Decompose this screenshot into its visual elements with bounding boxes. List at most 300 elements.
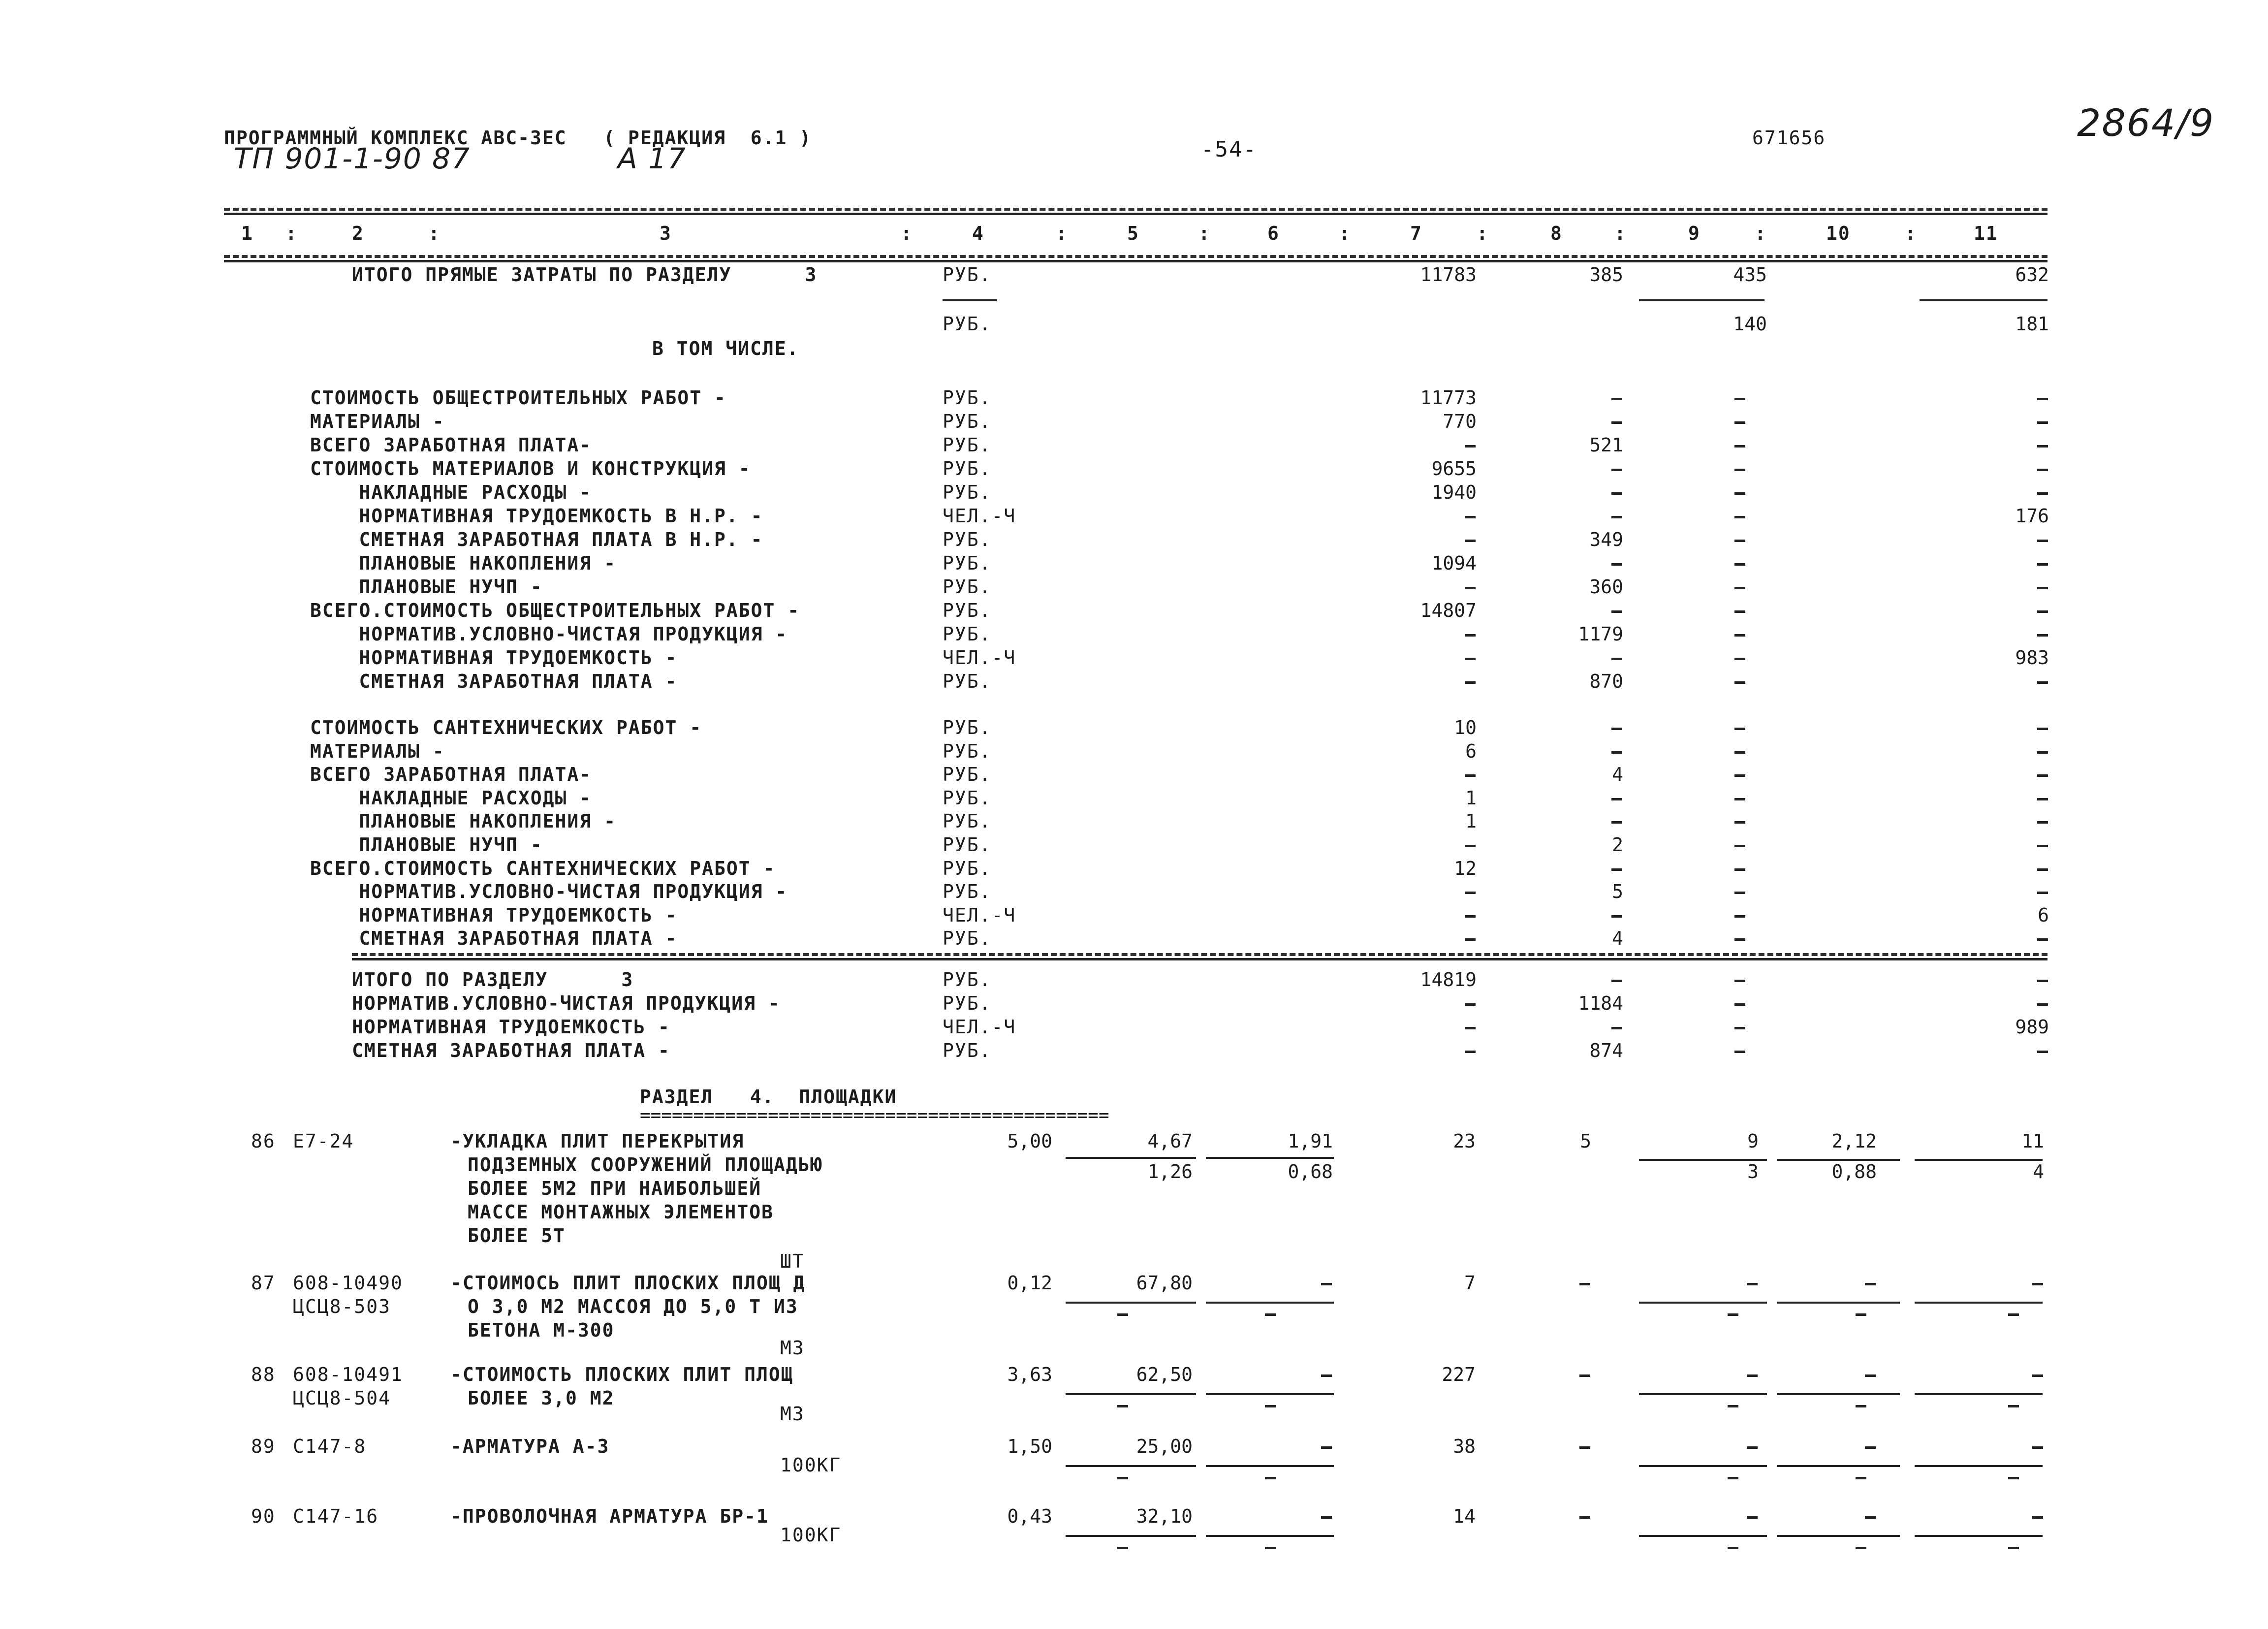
section3-total-top-rule xyxy=(352,953,2048,956)
item-underline xyxy=(1639,1302,1767,1304)
column-header-2: 2 xyxy=(352,223,364,244)
item-c10b: 0,88 xyxy=(1831,1161,1877,1182)
rows_general-unit: РУБ. xyxy=(943,671,992,692)
rows_general-c7 xyxy=(1465,540,1476,542)
column-separator: : xyxy=(1056,223,1068,244)
section3-total-c11: 632 xyxy=(2015,264,2049,286)
rows_general-c11 xyxy=(2037,540,2048,542)
rows_total3-c11 xyxy=(2037,1003,2048,1006)
item-c7: 38 xyxy=(1453,1436,1476,1457)
rows_general-c9 xyxy=(1734,540,1745,542)
item-underline xyxy=(1066,1465,1196,1467)
item-secondary-dash xyxy=(1728,1313,1738,1316)
column-header-9: 9 xyxy=(1688,223,1701,244)
item-c11 xyxy=(2032,1516,2043,1519)
item-c11 xyxy=(2032,1446,2043,1449)
item-c11 xyxy=(2032,1283,2043,1285)
column-header-6: 6 xyxy=(1267,223,1280,244)
rows_general-label: ПЛАНОВЫЕ НАКОПЛЕНИЯ - xyxy=(310,552,616,574)
item-description-line: БОЛЕЕ 5Т xyxy=(468,1225,566,1246)
rows_general-unit: РУБ. xyxy=(943,576,992,598)
item-c4: 0,43 xyxy=(1007,1505,1052,1527)
rows_sanitary-label: ПЛАНОВЫЕ НУЧП - xyxy=(310,834,543,856)
item-secondary-dash xyxy=(1265,1405,1276,1407)
rows_general-c8 xyxy=(1611,469,1622,471)
rows_general-c8 xyxy=(1611,398,1622,400)
rows_sanitary-c8: 4 xyxy=(1612,927,1623,950)
rows_sanitary-unit: РУБ. xyxy=(943,717,992,738)
section3-total-unit: РУБ. xyxy=(943,264,992,286)
item-underline xyxy=(1915,1465,2043,1467)
rows_total3-c8 xyxy=(1611,1027,1622,1029)
album-mark: А 17 xyxy=(618,142,687,175)
rows_general-c9 xyxy=(1734,516,1745,518)
item-secondary-dash xyxy=(2008,1313,2019,1316)
rows_general-c8 xyxy=(1611,610,1622,613)
item-c7: 23 xyxy=(1453,1130,1476,1152)
rows_sanitary-c11 xyxy=(2037,728,2048,730)
rows_general-unit: РУБ. xyxy=(943,387,992,409)
rows_sanitary-c8: 2 xyxy=(1612,834,1623,856)
rows_sanitary-unit: РУБ. xyxy=(943,787,992,809)
including-label: В ТОМ ЧИСЛЕ. xyxy=(652,338,799,359)
rows_general-c11 xyxy=(2037,445,2048,447)
rows_general-c7 xyxy=(1465,516,1476,518)
item-c9b: 3 xyxy=(1747,1161,1759,1182)
rows_sanitary-label: МАТЕРИАЛЫ - xyxy=(310,740,445,762)
rows_general-unit: РУБ. xyxy=(943,623,992,645)
header-bottom-rule xyxy=(224,255,2048,258)
item-underline xyxy=(1639,1535,1767,1537)
rows_sanitary-label: НАКЛАДНЫЕ РАСХОДЫ - xyxy=(310,787,592,809)
rows_sanitary-unit: РУБ. xyxy=(943,810,992,832)
rows_sanitary-unit: РУБ. xyxy=(943,834,992,856)
item-c9 xyxy=(1747,1516,1758,1519)
section4-underline: ============================================ xyxy=(640,1105,1109,1125)
tp-code: ТП 901-1-90 87 xyxy=(234,142,471,175)
rows_sanitary-c11 xyxy=(2037,751,2048,754)
item-c8 xyxy=(1579,1446,1590,1449)
item-c7: 227 xyxy=(1442,1364,1476,1385)
rows_general-label: СМЕТНАЯ ЗАРАБОТНАЯ ПЛАТА - xyxy=(310,671,678,692)
rows_general-c9 xyxy=(1734,610,1745,613)
header-top-rule-2 xyxy=(224,213,2048,215)
rows_sanitary-c7: 10 xyxy=(1454,717,1477,738)
item-unit: ШТ xyxy=(780,1250,805,1272)
rows_sanitary-c9 xyxy=(1734,751,1745,754)
item-c9 xyxy=(1747,1446,1758,1449)
item-underline xyxy=(1206,1393,1334,1395)
item-secondary-dash xyxy=(2008,1547,2019,1549)
column-separator: : xyxy=(1614,223,1627,244)
rows_sanitary-unit: РУБ. xyxy=(943,857,992,879)
section3-total-top-rule-2 xyxy=(352,958,2048,960)
item-underline xyxy=(1777,1535,1900,1537)
item-c8 xyxy=(1579,1516,1590,1519)
rows_general-c8: 349 xyxy=(1589,529,1623,550)
section3-underline-c11 xyxy=(1920,299,2048,301)
rows_sanitary-unit: ЧЕЛ.-Ч xyxy=(943,904,1016,926)
item-c6 xyxy=(1321,1516,1332,1519)
item-description-line: МАССЕ МОНТАЖНЫХ ЭЛЕМЕНТОВ xyxy=(468,1201,774,1223)
rows_general-c11 xyxy=(2037,492,2048,495)
section4-title: РАЗДЕЛ 4. ПЛОЩАДКИ xyxy=(640,1086,897,1108)
rows_general-c7 xyxy=(1465,658,1476,660)
rows_total3-unit: РУБ. xyxy=(943,992,992,1014)
item-c6: 1,91 xyxy=(1288,1130,1333,1152)
rows_sanitary-c7: 12 xyxy=(1454,857,1477,879)
rows_sanitary-c8 xyxy=(1611,751,1622,754)
item-underline xyxy=(1066,1393,1196,1395)
rows_sanitary-label: ВСЕГО.СТОИМОСТЬ САНТЕХНИЧЕСКИХ РАБОТ - xyxy=(310,857,776,879)
rows_sanitary-c9 xyxy=(1734,915,1745,918)
item-c7: 14 xyxy=(1453,1505,1476,1527)
item-code-2: ЦСЦ8-503 xyxy=(293,1296,391,1317)
rows_general-label: ВСЕГО ЗАРАБОТНАЯ ПЛАТА- xyxy=(310,434,592,456)
item-secondary-dash xyxy=(2008,1477,2019,1479)
rows_general-c11 xyxy=(2037,634,2048,637)
item-secondary-dash xyxy=(1728,1547,1738,1549)
rows_sanitary-c7 xyxy=(1465,915,1476,918)
item-c4: 0,12 xyxy=(1007,1272,1052,1294)
rows_general-unit: РУБ. xyxy=(943,552,992,574)
rows_general-c11 xyxy=(2037,469,2048,471)
column-separator: : xyxy=(428,223,441,244)
item-c5: 62,50 xyxy=(1136,1364,1193,1385)
item-underline xyxy=(1066,1535,1196,1537)
rows_sanitary-c7: 1 xyxy=(1465,787,1477,809)
item-secondary-dash xyxy=(1117,1405,1128,1407)
rows_sanitary-c9 xyxy=(1734,892,1745,894)
rows_general-unit: ЧЕЛ.-Ч xyxy=(943,505,1016,527)
item-code-2: ЦСЦ8-504 xyxy=(293,1387,391,1409)
rows_sanitary-label: СТОИМОСТЬ САНТЕХНИЧЕСКИХ РАБОТ - xyxy=(310,717,702,738)
rows_general-c11 xyxy=(2037,421,2048,424)
item-secondary-dash xyxy=(1265,1547,1276,1549)
item-c9 xyxy=(1747,1283,1758,1285)
rows_general-unit: РУБ. xyxy=(943,529,992,550)
item-secondary-dash xyxy=(1117,1477,1128,1479)
rows_sanitary-c11: 6 xyxy=(2038,904,2049,926)
rows_sanitary-c9 xyxy=(1734,868,1745,871)
rows_general-label: СТОИМОСТЬ МАТЕРИАЛОВ И КОНСТРУКЦИЯ - xyxy=(310,458,751,479)
item-number: 87 xyxy=(251,1272,276,1294)
rows_general-label: НОРМАТИВ.УСЛОВНО-ЧИСТАЯ ПРОДУКЦИЯ - xyxy=(310,623,788,645)
item-secondary-dash xyxy=(1856,1477,1866,1479)
rows_sanitary-unit: РУБ. xyxy=(943,764,992,786)
item-description-line: БОЛЕЕ 3,0 М2 xyxy=(468,1387,615,1409)
rows_general-label: ВСЕГО.СТОИМОСТЬ ОБЩЕСТРОИТЕЛЬНЫХ РАБОТ - xyxy=(310,600,800,621)
item-c8: 5 xyxy=(1580,1130,1591,1152)
item-secondary-dash xyxy=(1117,1547,1128,1549)
rows_general-c11 xyxy=(2037,610,2048,613)
header-bottom-rule-2 xyxy=(224,260,2048,262)
rows_sanitary-c9 xyxy=(1734,728,1745,730)
rows_general-c11: 983 xyxy=(2015,647,2049,669)
rows_general-unit: ЧЕЛ.-Ч xyxy=(943,647,1016,669)
rows_total3-c11: 989 xyxy=(2015,1016,2049,1038)
item-secondary-dash xyxy=(1856,1547,1866,1549)
rows_total3-c7 xyxy=(1465,1027,1476,1029)
rows_general-c11: 176 xyxy=(2015,505,2049,527)
rows_general-c7 xyxy=(1465,634,1476,637)
rows_sanitary-c9 xyxy=(1734,938,1745,941)
rows_general-c7: 770 xyxy=(1443,411,1477,432)
rows_general-c8: 1179 xyxy=(1578,623,1623,645)
rows_general-c9 xyxy=(1734,492,1745,495)
rows_total3-label: СМЕТНАЯ ЗАРАБОТНАЯ ПЛАТА - xyxy=(352,1040,670,1061)
rows_general-unit: РУБ. xyxy=(943,411,992,432)
section3-total-unit-2: РУБ. xyxy=(943,313,992,335)
section3-total-c7: 11783 xyxy=(1420,264,1477,286)
rows_total3-c9 xyxy=(1734,1051,1745,1053)
rows_sanitary-c9 xyxy=(1734,774,1745,777)
item-description-line: -АРМАТУРА А-3 xyxy=(450,1436,610,1457)
item-c6b: 0,68 xyxy=(1288,1161,1333,1182)
rows_general-c11 xyxy=(2037,563,2048,566)
rows_sanitary-c8 xyxy=(1611,798,1622,800)
section3-total-c9b: 140 xyxy=(1733,313,1767,335)
rows_total3-c9 xyxy=(1734,1003,1745,1006)
item-unit: М3 xyxy=(780,1337,805,1359)
rows_general-c9 xyxy=(1734,398,1745,400)
rows_general-unit: РУБ. xyxy=(943,600,992,621)
item-underline xyxy=(1206,1535,1334,1537)
item-code: 608-10490 xyxy=(293,1272,403,1294)
rows_sanitary-c7: 1 xyxy=(1465,810,1477,832)
column-separator: : xyxy=(1477,223,1489,244)
rows_general-label: МАТЕРИАЛЫ - xyxy=(310,411,445,432)
rows_general-c7: 1940 xyxy=(1431,481,1477,503)
rows_sanitary-label: СМЕТНАЯ ЗАРАБОТНАЯ ПЛАТА - xyxy=(310,927,678,950)
rows_total3-c8: 1184 xyxy=(1578,992,1623,1014)
rows_total3-c11 xyxy=(2037,1051,2048,1053)
item-underline xyxy=(1066,1302,1196,1304)
rows_general-c7: 14807 xyxy=(1420,600,1477,621)
item-c6 xyxy=(1321,1374,1332,1377)
item-underline xyxy=(1777,1465,1900,1467)
item-underline xyxy=(1206,1302,1334,1304)
rows_sanitary-c8 xyxy=(1611,821,1622,824)
item-description-line: ПОДЗЕМНЫХ СООРУЖЕНИЙ ПЛОЩАДЬЮ xyxy=(468,1154,823,1176)
rows_general-c8 xyxy=(1611,492,1622,495)
rows_general-c8: 870 xyxy=(1589,671,1623,692)
rows_general-c7: 11773 xyxy=(1420,387,1477,409)
rows_sanitary-c8 xyxy=(1611,915,1622,918)
rows_general-c9 xyxy=(1734,421,1745,424)
rows_sanitary-c7: 6 xyxy=(1465,740,1477,762)
rows_general-unit: РУБ. xyxy=(943,434,992,456)
column-header-11: 11 xyxy=(1974,223,1998,244)
header-top-rule xyxy=(224,208,2048,211)
rows_general-c7 xyxy=(1465,445,1476,447)
item-c11b: 4 xyxy=(2033,1161,2044,1182)
item-code: С147-16 xyxy=(293,1505,379,1527)
item-secondary-dash xyxy=(1265,1477,1276,1479)
rows_general-c9 xyxy=(1734,445,1745,447)
item-underline xyxy=(1066,1157,1196,1159)
section3-total-c9: 435 xyxy=(1733,264,1767,286)
item-description-line: -УКЛАДКА ПЛИТ ПЕРЕКРЫТИЯ xyxy=(450,1130,745,1152)
rows_sanitary-label: ВСЕГО ЗАРАБОТНАЯ ПЛАТА- xyxy=(310,764,592,786)
item-number: 88 xyxy=(251,1364,276,1385)
item-underline xyxy=(1915,1393,2043,1395)
item-description-line: -ПРОВОЛОЧНАЯ АРМАТУРА БР-1 xyxy=(450,1505,769,1527)
rows_general-c9 xyxy=(1734,634,1745,637)
item-number: 86 xyxy=(251,1130,276,1152)
item-underline xyxy=(1206,1157,1334,1159)
item-secondary-dash xyxy=(1728,1477,1738,1479)
rows_total3-c8 xyxy=(1611,980,1622,982)
item-c4: 1,50 xyxy=(1007,1436,1052,1457)
rows_general-c9 xyxy=(1734,469,1745,471)
item-c7: 7 xyxy=(1464,1272,1476,1294)
item-description-line: О 3,0 М2 МАССОЯ ДО 5,0 Т ИЗ xyxy=(468,1296,798,1317)
rows_sanitary-c11 xyxy=(2037,892,2048,894)
rows_total3-c8: 874 xyxy=(1589,1040,1623,1061)
rows_sanitary-c11 xyxy=(2037,845,2048,847)
item-c11 xyxy=(2032,1374,2043,1377)
rows_sanitary-c8: 5 xyxy=(1612,881,1623,903)
item-underline xyxy=(1915,1159,2043,1161)
section3-underline-unit xyxy=(943,299,997,301)
item-c4: 5,00 xyxy=(1007,1130,1052,1152)
column-header-4: 4 xyxy=(972,223,984,244)
section3-underline-c9 xyxy=(1639,299,1764,301)
item-c10 xyxy=(1865,1516,1876,1519)
item-secondary-dash xyxy=(1117,1313,1128,1316)
rows_sanitary-c11 xyxy=(2037,798,2048,800)
item-c6 xyxy=(1321,1446,1332,1449)
item-code: Е7-24 xyxy=(293,1130,354,1152)
rows_total3-c7 xyxy=(1465,1051,1476,1053)
item-c5: 4,67 xyxy=(1147,1130,1193,1152)
rows_sanitary-c8: 4 xyxy=(1612,764,1623,786)
column-separator: : xyxy=(1905,223,1917,244)
item-underline xyxy=(1777,1393,1900,1395)
rows_sanitary-unit: РУБ. xyxy=(943,881,992,903)
column-header-7: 7 xyxy=(1410,223,1422,244)
item-secondary-dash xyxy=(1265,1313,1276,1316)
item-c9: 9 xyxy=(1747,1130,1759,1152)
item-c5: 32,10 xyxy=(1136,1505,1193,1527)
rows_total3-c11 xyxy=(2037,980,2048,982)
item-c4: 3,63 xyxy=(1007,1364,1052,1385)
rows_total3-c7: 14819 xyxy=(1420,969,1477,990)
rows_general-c9 xyxy=(1734,658,1745,660)
item-underline xyxy=(1206,1465,1334,1467)
rows_general-c9 xyxy=(1734,681,1745,684)
rows_sanitary-c11 xyxy=(2037,774,2048,777)
item-unit: 100КГ xyxy=(780,1454,842,1476)
rows_general-c11 xyxy=(2037,587,2048,589)
column-separator: : xyxy=(1198,223,1211,244)
rows_sanitary-c11 xyxy=(2037,821,2048,824)
rows_general-c9 xyxy=(1734,587,1745,589)
rows_general-unit: РУБ. xyxy=(943,481,992,503)
item-underline xyxy=(1639,1465,1767,1467)
column-header-1: 1 xyxy=(241,223,253,244)
item-secondary-dash xyxy=(1856,1313,1866,1316)
rows_sanitary-c7 xyxy=(1465,938,1476,941)
item-c11: 11 xyxy=(2021,1130,2044,1152)
section3-total-label: ИТОГО ПРЯМЫЕ ЗАТРАТЫ ПО РАЗДЕЛУ 3 xyxy=(352,264,818,286)
rows_total3-unit: ЧЕЛ.-Ч xyxy=(943,1016,1016,1038)
item-number: 89 xyxy=(251,1436,276,1457)
item-c10: 2,12 xyxy=(1831,1130,1877,1152)
column-separator: : xyxy=(1755,223,1767,244)
rows_general-c8 xyxy=(1611,658,1622,660)
column-separator: : xyxy=(901,223,913,244)
item-c10 xyxy=(1865,1446,1876,1449)
item-description-line: БЕТОНА М-300 xyxy=(468,1319,615,1341)
rows_general-c8: 521 xyxy=(1589,434,1623,456)
rows_sanitary-c9 xyxy=(1734,821,1745,824)
rows_general-c7: 9655 xyxy=(1431,458,1477,479)
rows_general-c11 xyxy=(2037,681,2048,684)
item-unit: М3 xyxy=(780,1403,805,1425)
item-c5: 67,80 xyxy=(1136,1272,1193,1294)
rows_sanitary-c11 xyxy=(2037,938,2048,941)
rows_sanitary-c8 xyxy=(1611,728,1622,730)
item-c5: 25,00 xyxy=(1136,1436,1193,1457)
rows_general-label: НОРМАТИВНАЯ ТРУДОЕМКОСТЬ - xyxy=(310,647,678,669)
item-description-line: БОЛЕЕ 5М2 ПРИ НАИБОЛЬШЕЙ xyxy=(468,1178,762,1199)
rows_general-c9 xyxy=(1734,563,1745,566)
item-secondary-dash xyxy=(2008,1405,2019,1407)
item-c10 xyxy=(1865,1283,1876,1285)
rows_general-c8 xyxy=(1611,516,1622,518)
rows_general-c7 xyxy=(1465,681,1476,684)
rows_total3-label: НОРМАТИВ.УСЛОВНО-ЧИСТАЯ ПРОДУКЦИЯ - xyxy=(352,992,781,1014)
rows_sanitary-label: ПЛАНОВЫЕ НАКОПЛЕНИЯ - xyxy=(310,810,616,832)
item-underline xyxy=(1639,1393,1767,1395)
page-number: -54- xyxy=(1201,137,1257,162)
item-code: С147-8 xyxy=(293,1436,367,1457)
item-c6 xyxy=(1321,1283,1332,1285)
rows_sanitary-c7 xyxy=(1465,774,1476,777)
item-c10 xyxy=(1865,1374,1876,1377)
column-header-3: 3 xyxy=(660,223,672,244)
rows_general-c8 xyxy=(1611,563,1622,566)
rows_general-label: НАКЛАДНЫЕ РАСХОДЫ - xyxy=(310,481,592,503)
rows_sanitary-c9 xyxy=(1734,798,1745,800)
item-c5b: 1,26 xyxy=(1147,1161,1193,1182)
rows_sanitary-c8 xyxy=(1611,868,1622,871)
column-separator: : xyxy=(1339,223,1351,244)
item-underline xyxy=(1915,1302,2043,1304)
rows_general-c7: 1094 xyxy=(1431,552,1477,574)
rows_total3-label: ИТОГО ПО РАЗДЕЛУ 3 xyxy=(352,969,634,990)
item-underline xyxy=(1777,1302,1900,1304)
program-title: ПРОГРАММНЫЙ КОМПЛЕКС АВС-3ЕС ( РЕДАКЦИЯ 6.1 ) xyxy=(224,127,812,149)
rows_general-c11 xyxy=(2037,398,2048,400)
rows_sanitary-c11 xyxy=(2037,868,2048,871)
item-c8 xyxy=(1579,1283,1590,1285)
rows_total3-c7 xyxy=(1465,1003,1476,1006)
section3-total-c11b: 181 xyxy=(2015,313,2049,335)
item-number: 90 xyxy=(251,1505,276,1527)
section3-total-c8: 385 xyxy=(1589,264,1623,286)
rows_sanitary-unit: РУБ. xyxy=(943,740,992,762)
sheet-number: 2864/9 xyxy=(2077,101,2215,145)
rows_general-label: СТОИМОСТЬ ОБЩЕСТРОИТЕЛЬНЫХ РАБОТ - xyxy=(310,387,726,409)
column-separator: : xyxy=(285,223,298,244)
column-header-5: 5 xyxy=(1127,223,1139,244)
rows_sanitary-c7 xyxy=(1465,845,1476,847)
rows_sanitary-unit: РУБ. xyxy=(943,927,992,950)
rows_sanitary-label: НОРМАТИВ.УСЛОВНО-ЧИСТАЯ ПРОДУКЦИЯ - xyxy=(310,881,788,903)
